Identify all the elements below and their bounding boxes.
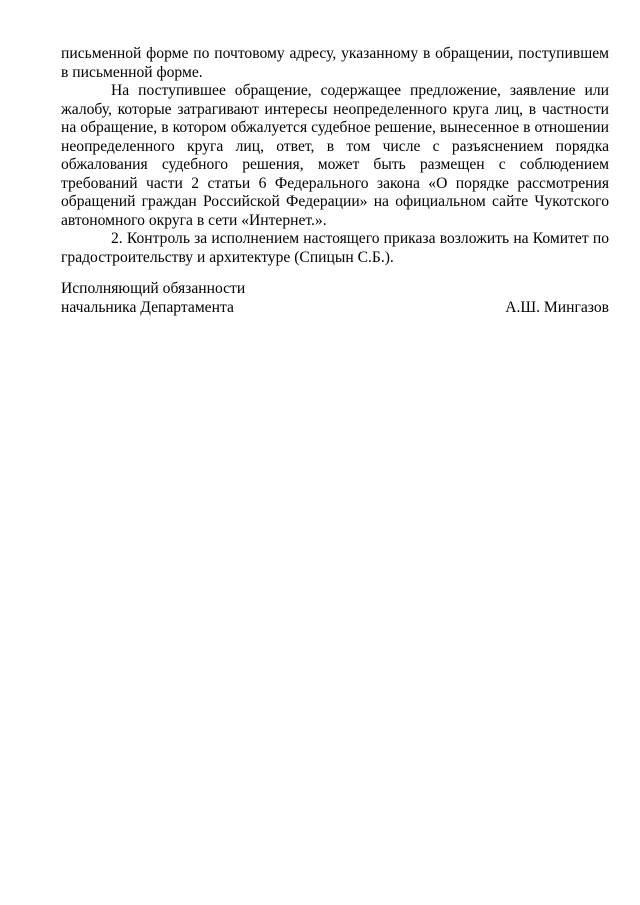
paragraph-appeal-response: На поступившее обращение, содержащее предложение, заявление или жалобу, которые затрагивают интересы неопределенного круга лиц, в частности на обращение, в котором обжалуется судебное решение, вынесенное в отношении неопределенного круга лиц, ответ, в том числе с разъяснением порядка обжалования судебного решения, может быть размещен с соблюдением требований части 2 статьи 6 Федерального закона «О порядке рассмотрения обращений граждан Российской Федерации» на официальном сайте Чукотского автономного округа в сети «Интернет.».: [61, 82, 609, 229]
paragraph-control-clause: 2. Контроль за исполнением настоящего приказа возложить на Комитет по градостроительству и архитектуре (Спицын С.Б.).: [61, 230, 609, 266]
signatory-name: А.Ш. Мингазов: [505, 298, 609, 316]
signature-line-1: [61, 280, 609, 299]
paragraph-continuation: письменной форме по почтовому адресу, указанному в обращении, поступившем в письменной форме.: [61, 45, 609, 81]
signatory-position-line1: Исполняющий обязанности: [61, 280, 246, 297]
signature-line-2: [61, 299, 609, 318]
signatory-position-line2: начальника Департамента: [61, 298, 234, 316]
signature-block: [61, 280, 609, 317]
document-body: [61, 45, 609, 267]
